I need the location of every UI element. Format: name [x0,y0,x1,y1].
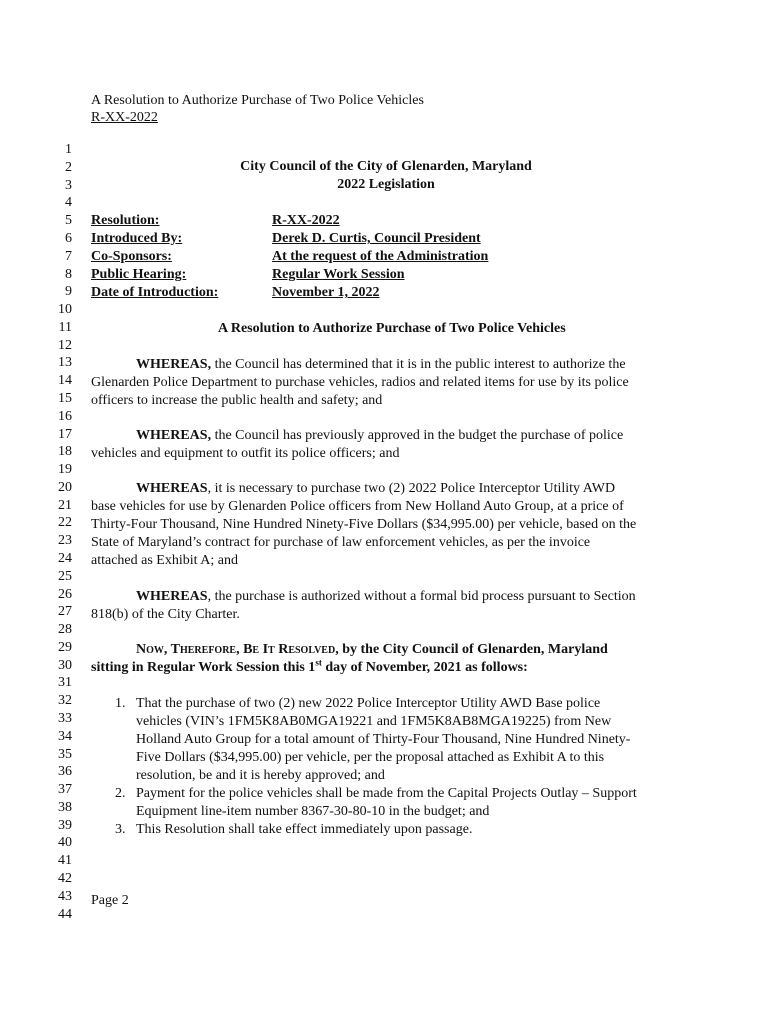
line-number: 33 [58,711,72,726]
line-number: 15 [58,390,72,406]
line-number: 21 [58,497,72,513]
line-number: 11 [58,319,72,335]
list-item-number: 2. [115,786,126,801]
info-value-co-sponsors: At the request of the Administration [272,249,489,264]
list-item-1-line: vehicles (VIN’s 1FM5K8AB0MGA19221 and 1FM5K8AB8MGA19225) from New [136,714,612,729]
line-number: 35 [58,746,72,762]
header-ref: R-XX-2022 [91,110,158,125]
line-number: 3 [65,177,72,193]
line-number: 14 [58,373,72,389]
line-number: 16 [58,408,72,424]
header-title: A Resolution to Authorize Purchase of Two Police Vehicles [91,93,424,108]
whereas-clause-1-line: Glenarden Police Department to purchase vehicles, radios and related items for use by its police [91,375,629,390]
line-number: 23 [58,533,72,549]
list-item-3-line: This Resolution shall take effect immediately upon passage. [136,822,473,837]
line-number: 44 [58,906,72,922]
whereas-clause-4-line: WHEREAS, the purchase is authorized without a formal bid process pursuant to Section [136,589,636,604]
info-value-public-hearing: Regular Work Session [272,267,405,282]
line-number: 9 [65,284,72,300]
whereas-clause-3-line: Thirty-Four Thousand, Nine Hundred Ninety-Five Dollars ($34,995.00) per vehicle, based on the [91,517,637,532]
line-number: 2 [65,159,72,175]
document-header [91,92,424,126]
whereas-clause-3-line: WHEREAS, it is necessary to purchase two (2) 2022 Police Interceptor Utility AWD [136,481,616,496]
line-number: 40 [58,835,72,851]
whereas-clause-3-line: State of Maryland’s contract for purchase of law enforcement vehicles, as per the invoice [91,535,591,550]
line-number: 36 [58,764,72,780]
whereas-clause-2-line: vehicles and equipment to outfit its police officers; and [91,446,400,461]
list-item-2-line: Equipment line-item number 8367-30-80-10 in the budget; and [136,804,490,819]
list-item-1-line: Five Dollars ($34,995.00) per vehicle, per the proposal attached as Exhibit A to this [136,750,605,765]
line-number: 1 [65,142,72,157]
info-label-co-sponsors: Co-Sponsors: [91,249,172,264]
line-number: 34 [58,728,72,744]
line-number: 17 [58,426,72,442]
line-number: 38 [58,799,72,815]
line-number: 30 [58,657,72,673]
whereas-keyword: WHEREAS, [136,357,212,372]
info-label-public-hearing: Public Hearing: [91,267,187,282]
list-item-number: 1. [115,696,126,711]
line-number: 19 [58,462,72,477]
line-number: 29 [58,639,72,655]
info-value-introduced-by: Derek D. Curtis, Council President [272,231,481,246]
line-number: 10 [58,302,72,317]
line-number: 22 [58,515,72,531]
info-label-date-of-introduction: Date of Introduction: [91,285,219,300]
whereas-keyword: WHEREAS [136,589,208,604]
resolved-clause-line: Now, Therefore, Be It Resolved, by the City Council of Glenarden, Maryland [136,642,608,657]
line-number: 42 [58,871,72,886]
info-label-resolution: Resolution: [91,213,160,228]
resolved-clause-line: sitting in Regular Work Session this 1st day of November, 2021 as follows: [91,657,528,675]
info-label-introduced-by: Introduced By: [91,231,183,246]
list-item-1-line: That the purchase of two (2) new 2022 Police Interceptor Utility AWD Base police [136,696,601,711]
line-number: 26 [58,586,72,602]
list-item-2-line: Payment for the police vehicles shall be made from the Capital Projects Outlay – Support [136,786,637,801]
line-number: 7 [65,248,72,264]
line-number: 25 [58,568,72,584]
list-item-1-line: Holland Auto Group for a total amount of Thirty-Four Thousand, Nine Hundred Ninety- [136,732,631,747]
line-number: 12 [58,337,72,353]
line-number: 27 [58,604,72,620]
resolved-keyword: Now, Therefore, Be It Resolved [136,642,336,657]
line-number: 31 [58,675,72,691]
line-number: 18 [58,444,72,460]
page-number: Page 2 [91,893,129,908]
line-number: 32 [58,693,72,709]
list-item-1-line: resolution, be and it is hereby approved; and [136,768,385,783]
line-number: 39 [58,817,72,833]
whereas-clause-1-line: WHEREAS, the Council has determined that it is in the public interest to authorize the [136,357,626,372]
line-number: 5 [65,213,72,229]
line-number: 28 [58,622,72,638]
line-number: 13 [58,355,72,371]
line-number: 41 [58,853,72,869]
line-number: 6 [65,230,72,246]
whereas-clause-3-line: attached as Exhibit A; and [91,553,238,568]
council-heading: City Council of the City of Glenarden, Maryland [240,159,532,174]
list-item-number: 3. [115,822,126,837]
line-number: 24 [58,550,72,566]
legislation-heading: 2022 Legislation [337,177,435,192]
whereas-clause-2-line: WHEREAS, the Council has previously approved in the budget the purchase of police [136,428,624,443]
resolution-title: A Resolution to Authorize Purchase of Two Police Vehicles [218,321,566,336]
line-number: 20 [58,479,72,495]
whereas-clause-4-line: 818(b) of the City Charter. [91,607,240,622]
whereas-keyword: WHEREAS [136,481,208,496]
whereas-clause-3-line: base vehicles for use by Glenarden Police officers from New Holland Auto Group, at a price of [91,499,624,514]
line-number: 37 [58,782,72,798]
line-number: 43 [58,888,72,904]
whereas-clause-1-line: officers to increase the public health and safety; and [91,393,383,408]
info-value-date-of-introduction: November 1, 2022 [272,285,380,300]
line-number: 4 [65,195,72,211]
info-value-resolution: R-XX-2022 [272,213,340,228]
line-number: 8 [65,266,72,282]
whereas-keyword: WHEREAS, [136,428,212,443]
